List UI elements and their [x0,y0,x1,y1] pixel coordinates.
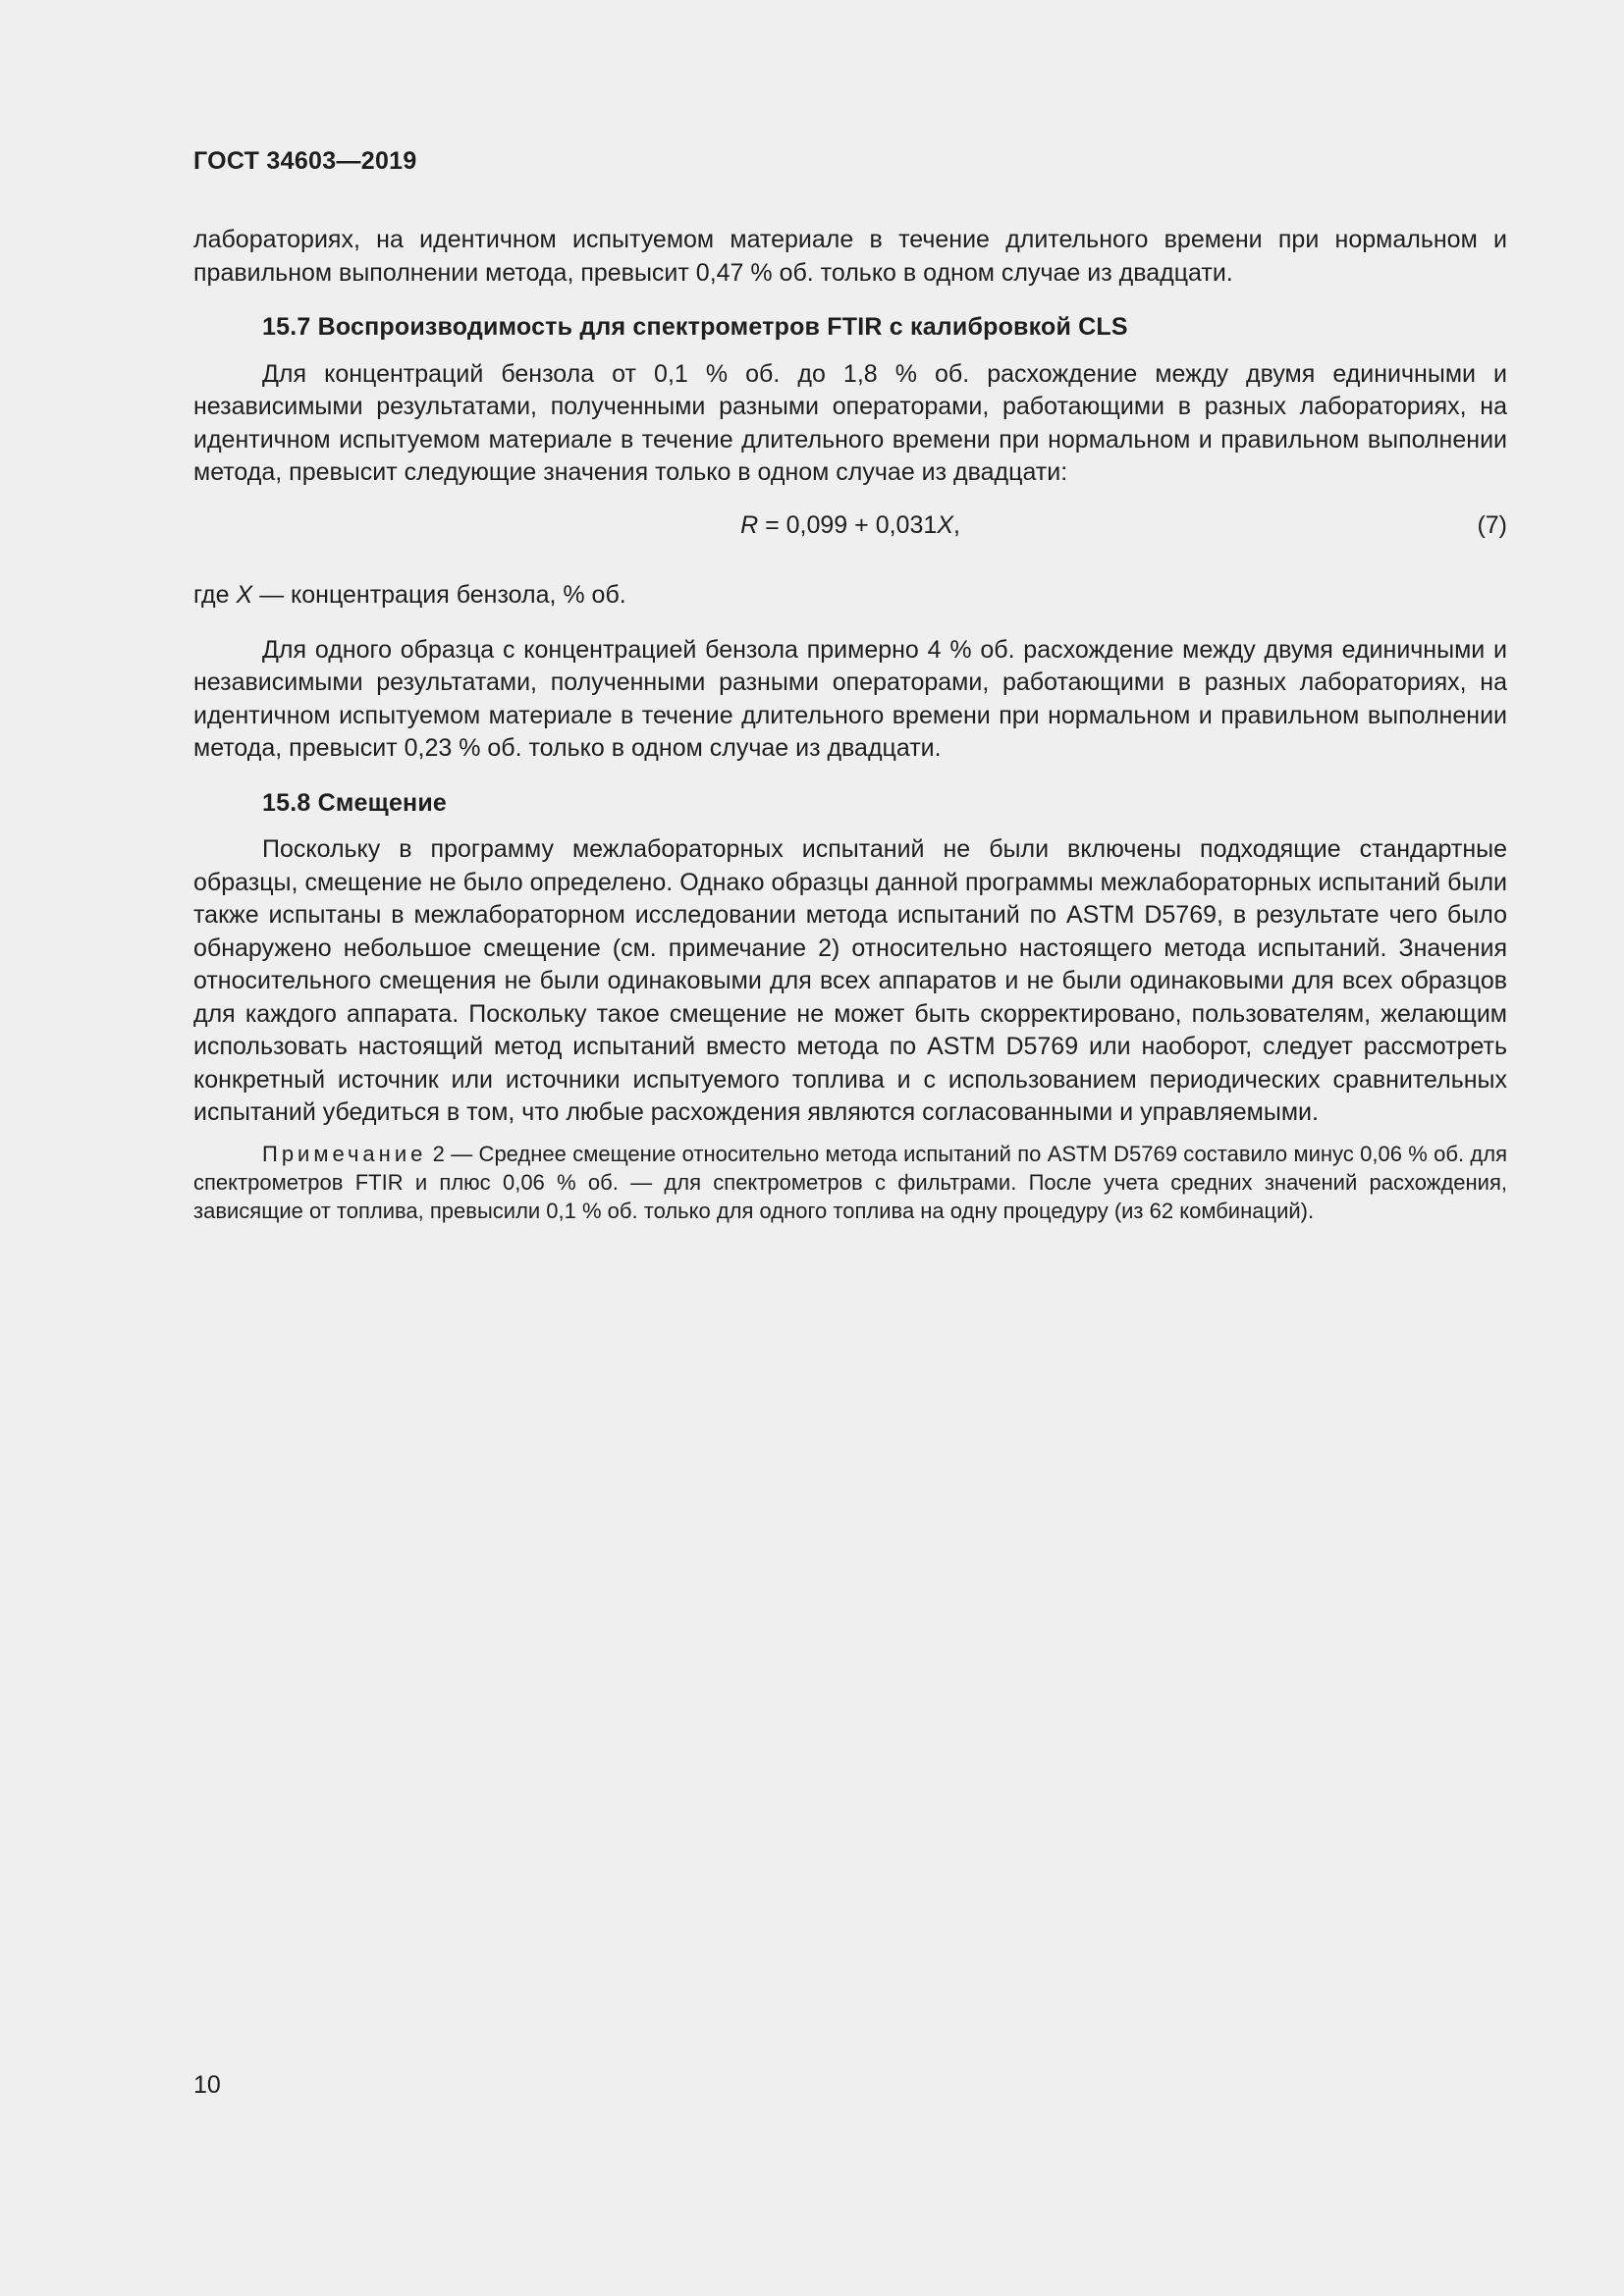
paragraph-bias: Поскольку в программу межлабораторных испытаний не были включены подходящие стандартные образцы, смещение не было определено. Однако образцы данной программы межлабораторных испытаний были также испытаны в межлабораторном исследовании метода испытаний по ASTM D5769, в результате чего было обнаружено небольшое смещение (см. примечание 2) относительно настоящего метода испытаний. Значения относительного смещения не были одинаковыми для всех аппаратов и не были одинаковыми для всех образцов для каждого аппарата. Поскольку такое смещение не может быть скорректировано, пользователям, желающим использовать настоящий метод испытаний вместо метода по ASTM D5769 или наоборот, следует рассмотреть конкретный источник или источники испытуемого топлива и с использованием периодических сравнительных испытаний убедиться в том, что любые расхождения являются согласованными и управляемыми. [193,835,1507,1126]
formula-var-r: R [740,510,759,539]
formula-middle: = 0,099 + 0,031 [758,510,938,539]
section-heading-15-7: 15.7 Воспроизводимость для спектрометров FTIR с калибровкой CLS [262,313,1128,341]
document-body [193,224,1507,1225]
formula-tail: , [952,510,960,539]
note-label: Примечание [262,1141,427,1166]
page-number: 10 [193,2071,221,2099]
formula-number: (7) [1477,510,1507,539]
formula-7 [193,509,1507,543]
document-header: ГОСТ 34603—2019 [193,147,417,175]
formula-var-x: X [937,510,953,539]
formula-expression [193,509,1507,543]
note-text: 2 — Среднее смещение относительно метода испытаний по ASTM D5769 составило минус 0,06 % об. для спектрометров FTIR и плюс 0,06 % об. — для спектрометров с фильтрами. После учета средних значений расхождения, зависящие от топлива, превысили 0,1 % об. только для одного топлива на одну процедуру (из 62 комбинаций). [193,1141,1507,1223]
section-heading-15-8: 15.8 Смещение [262,788,448,817]
paragraph-reproducibility: Для концентраций бензола от 0,1 % об. до 1,8 % об. расхождение между двумя единичными и независимыми результатами, полученными разными операторами, работающими в разных лабораториях, на идентичном испытуемом материале в течение длительного времени при нормальном и правильном выполнении метода, превысит следующие значения только в одном случае из двадцати: [193,359,1507,486]
where-var: X [236,581,253,609]
note-2 [193,1140,1507,1225]
formula-explanation [193,579,1507,613]
paragraph-continuation: лабораториях, на идентичном испытуемом материале в течение длительного времени при нормальном и правильном выполнении метода, превысит 0,47 % об. только в одном случае из двадцати. [193,226,1507,287]
where-prefix: где [193,581,237,609]
where-text: — концентрация бензола, % об. [252,581,626,609]
paragraph-single-sample: Для одного образца с концентрацией бензола примерно 4 % об. расхождение между двумя единичными и независимыми результатами, полученными разными операторами, работающими в разных лабораториях, на идентичном испытуемом материале в течение длительного времени при нормальном и правильном выполнении метода, превысит 0,23 % об. только в одном случае из двадцати. [193,635,1507,762]
